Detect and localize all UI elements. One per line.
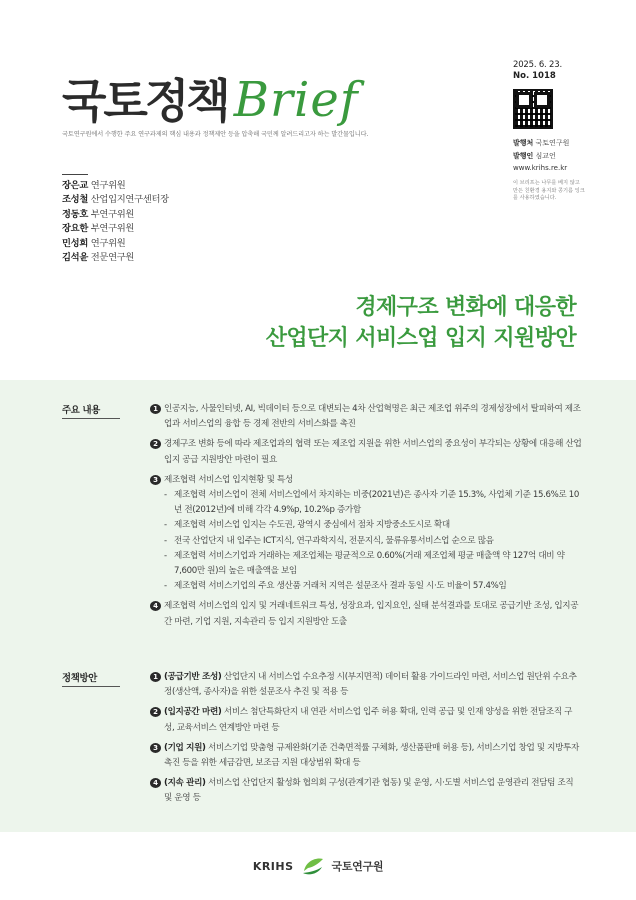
sub-item-text: 제조협력 서비스업 입지는 수도권, 광역시 중심에서 점차 지방중소도시로 확대 — [174, 520, 450, 531]
author-name: 장은교 — [62, 180, 89, 191]
publisher-value: 국토연구원 — [535, 139, 570, 147]
item-text — [164, 705, 582, 735]
author-title: 연구위원 — [90, 237, 126, 249]
author-list — [62, 179, 169, 265]
item-desc: 서비스기업 맞춤형 규제완화(기준 건축면적률 구체화, 생산품판매 허용 등), 서비스기업 창업 및 지방투자촉진 등을 위한 세금감면, 보조금 지원 대상범위 확대 등 — [164, 742, 579, 769]
key-content-label: 주요 내용 — [62, 402, 120, 419]
author-name: 정동호 — [62, 208, 89, 220]
item-title: (공급기반 조성) — [164, 672, 222, 682]
summary-box — [0, 380, 636, 832]
list-item — [150, 402, 582, 432]
author-name: 장요한 — [62, 223, 89, 235]
issue-meta — [513, 60, 613, 203]
item-text — [164, 670, 582, 700]
policy-label: 정책방안 — [62, 670, 120, 687]
list-item — [150, 437, 582, 467]
circled-number-icon: 2 — [150, 707, 161, 717]
item-title: (입지공간 마련) — [164, 707, 222, 718]
sub-item: - 전국 산업단지 내 입주는 ICT지식, 연구과학지식, 전문지식, 물류유통서비스업 순으로 많음 — [164, 534, 582, 549]
list-item — [150, 705, 582, 735]
eco-paper-note: 이 브리프는 나무를 베지 않고 만든 친환경 용지와 콩기름 잉크를 사용하였습니다. — [513, 180, 585, 202]
item-text — [164, 776, 582, 806]
circled-number-icon: 1 — [150, 672, 161, 682]
issuer-label: 발행인 — [513, 152, 534, 160]
key-content-body — [150, 402, 582, 635]
list-item — [150, 599, 582, 629]
item-text: 제조협력 서비스업의 입지 및 거래네트워크 특성, 성장요과, 입지요인, 실태 분석결과를 토대로 공급기반 조성, 입지공간 마련, 기업 지원, 지속관리 등 입지 지원방안 도출 — [164, 601, 579, 627]
author-title: 부연구위원 — [90, 208, 135, 220]
item-text: 제조협력 서비스업 입지현황 및 특성 — [164, 474, 293, 485]
author-divider — [62, 174, 88, 175]
qr-code-icon[interactable] — [513, 89, 553, 129]
author-item — [62, 237, 169, 251]
author-title: 산업입지연구센터장 — [90, 194, 169, 206]
author-name: 김석윤 — [62, 252, 89, 264]
author-name: 민성희 — [62, 237, 89, 249]
circled-number-icon: 4 — [150, 778, 161, 788]
circled-number-icon: 4 — [150, 601, 161, 611]
item-desc: 서비스 첨단특화단지 내 연관 서비스업 입주 허용 확대, 인력 공급 및 인재 양성을 위한 전담조직 구성, 교육서비스 연계방안 마련 등 — [164, 707, 573, 733]
item-title: (기업 지원) — [164, 742, 206, 753]
sub-list — [164, 488, 582, 594]
sub-item-text: 제조협력 서비스기업의 주요 생산품 거래처 지역은 설문조사 결과 동일 시·도 비율이 57.4%임 — [174, 581, 507, 592]
item-text: 경제구조 변화 등에 따라 제조업과의 협력 또는 제조업 지원을 위한 서비스업의 중요성이 부각되는 상황에 대응해 산업입지 공급 지원방안 마련이 필요 — [164, 439, 582, 465]
website-link[interactable]: www.krihs.re.kr — [513, 164, 568, 172]
sub-item-text: 제조협력 서비스기업과 거래하는 제조업체는 평균적으로 0.60%(거래 제조업체 평균 매출액 약 127억 대비 약 7,600만 원)의 높은 매출액을 보임 — [174, 550, 565, 577]
masthead-description: 국토연구원에서 수행한 주요 연구과제의 핵심 내용과 정책제안 등을 압축해 국민께 알려드리고자 하는 발간물입니다. — [62, 131, 369, 138]
circled-number-icon: 1 — [150, 404, 161, 414]
masthead-title-ko: 국토정책 — [62, 74, 228, 128]
list-item — [150, 776, 582, 806]
masthead-logo — [62, 44, 359, 128]
footer-logo — [0, 832, 636, 900]
sub-item: - 제조협력 서비스업 입지는 수도권, 광역시 중심에서 점차 지방중소도시로 확대 — [164, 518, 582, 533]
circled-number-icon: 3 — [150, 475, 161, 485]
author-item — [62, 179, 169, 193]
sub-item-text: 전국 산업단지 내 입주는 ICT지식, 연구과학지식, 전문지식, 물류유통서비스업 순으로 많음 — [174, 535, 494, 546]
list-item — [150, 741, 582, 771]
circled-number-icon: 2 — [150, 439, 161, 449]
list-item — [150, 670, 582, 700]
title-line-1: 경제구조 변화에 대응한 — [355, 295, 576, 320]
footer-org-ko: 국토연구원 — [331, 860, 384, 873]
issue-date: 2025. 6. 23. — [513, 60, 562, 70]
policy-body — [150, 670, 582, 812]
author-item — [62, 251, 169, 265]
issue-number: No. 1018 — [513, 71, 556, 81]
publisher-line — [513, 138, 613, 148]
sub-item-text: 제조협력 서비스업이 전체 서비스업에서 차지하는 비중(2021년)은 종사자 기준 15.3%, 사업체 기준 15.6%로 10년 전(2012년)에 비해 각각 4.9%p, 10.2%p 증가함 — [174, 490, 580, 516]
list-item — [150, 473, 582, 488]
sub-item: - 제조협력 서비스업이 전체 서비스업에서 차지하는 비중(2021년)은 종사자 기준 15.3%, 사업체 기준 15.6%로 10년 전(2012년)에 비해 각각 4.9%p, 10.2%p 증가함 — [164, 488, 582, 518]
item-desc: 서비스업 산업단지 활성화 협의회 구성(관계기관 협동) 및 운영, 시·도별 서비스업 운영관리 전담팀 조직 및 운영 등 — [164, 778, 574, 804]
sub-item: - 제조협력 서비스기업과 거래하는 제조업체는 평균적으로 0.60%(거래 제조업체 평균 매출액 약 127억 대비 약 7,600만 원)의 높은 매출액을 보임 — [164, 549, 582, 579]
circled-number-icon: 3 — [150, 743, 161, 753]
item-desc: 산업단지 내 서비스업 수요추정 시(부지면적) 데이터 활용 가이드라인 마련, 서비스업 원단위 수요추정(생산액, 종사자)을 위한 설문조사 추진 및 적용 등 — [164, 672, 577, 698]
item-text: 인공지능, 사물인터넷, AI, 빅데이터 등으로 대변되는 4차 산업혁명은 최근 제조업 위주의 경제성장에서 탈피하여 제조업과 서비스업의 융합 등 경제 전반의 서비스화를 촉진 — [164, 404, 581, 430]
author-title: 전문연구원 — [90, 252, 135, 264]
masthead-title-en: Brief — [233, 72, 359, 128]
issuer-line — [513, 151, 613, 161]
author-title: 연구위원 — [90, 180, 126, 191]
issuer-value: 심교언 — [535, 152, 556, 160]
title-line-2: 산업단지 서비스업 입지 지원방안 — [265, 326, 576, 351]
krihs-leaf-icon — [300, 855, 326, 877]
author-item — [62, 193, 169, 207]
publisher-label: 발행처 — [513, 139, 534, 147]
author-item — [62, 222, 169, 236]
page-title — [266, 292, 576, 354]
footer-org-en: KRIHS — [252, 859, 294, 873]
author-name: 조성철 — [62, 194, 89, 206]
author-title: 부연구위원 — [90, 223, 135, 235]
item-text — [164, 741, 582, 771]
item-title: (지속 관리) — [164, 778, 206, 789]
sub-item: - 제조협력 서비스기업의 주요 생산품 거래처 지역은 설문조사 결과 동일 시·도 비율이 57.4%임 — [164, 579, 582, 594]
author-item — [62, 208, 169, 222]
